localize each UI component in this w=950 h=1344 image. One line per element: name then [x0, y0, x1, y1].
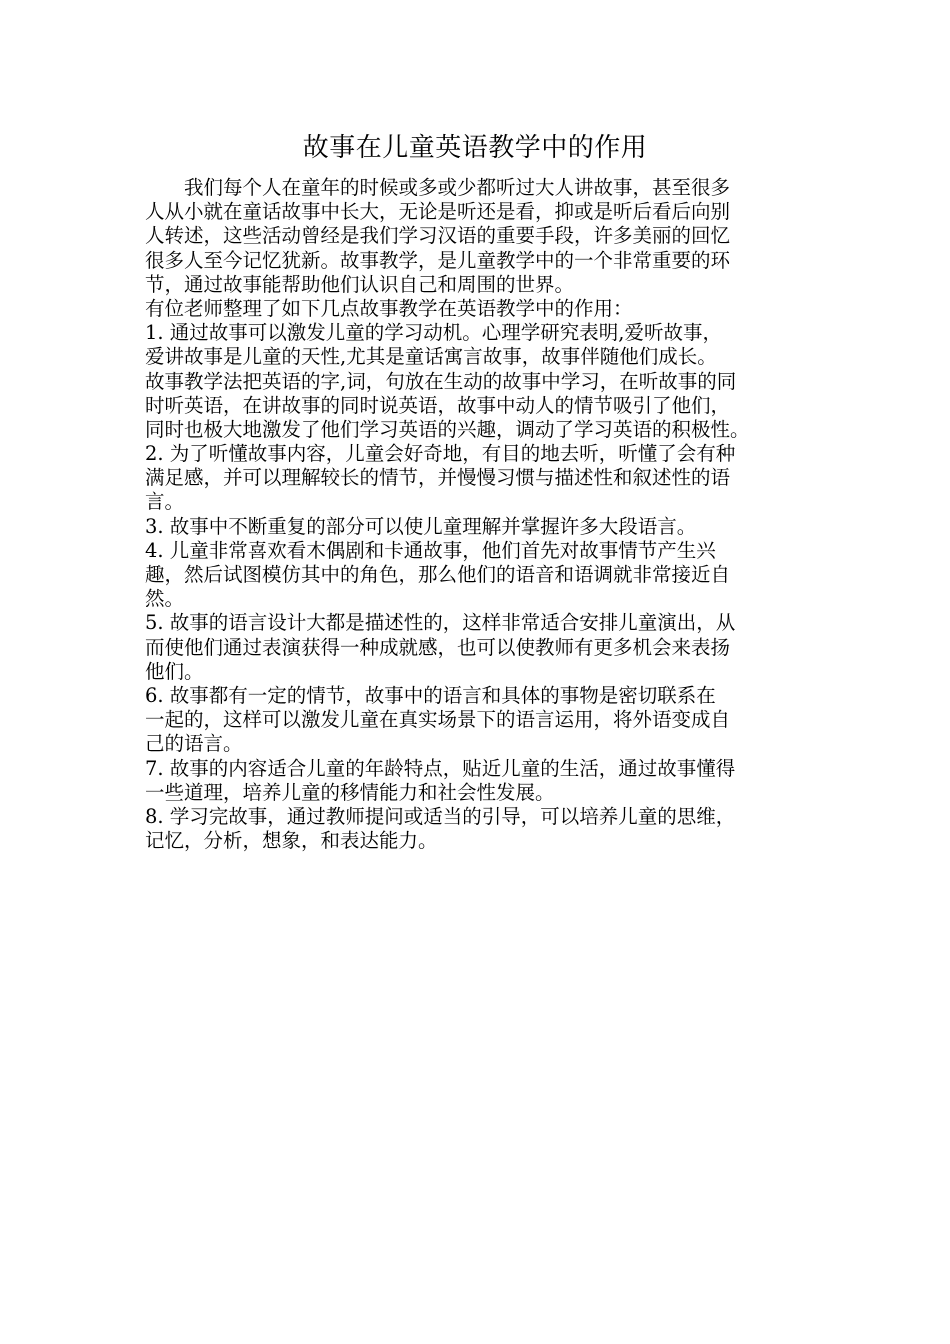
text-line: 7. 故事的内容适合儿童的年龄特点，贴近儿童的生活，通过故事懂得 [145, 756, 736, 780]
text-line: 很多人至今记忆犹新。故事教学，是儿童教学中的一个非常重要的环 [145, 248, 731, 272]
text-line: 时听英语，在讲故事的同时说英语，故事中动人的情节吸引了他们， [145, 393, 731, 417]
text-line: 6. 故事都有一定的情节，故事中的语言和具体的事物是密切联系在 [145, 683, 716, 707]
text-line: 记忆，分析，想象，和表达能力。 [145, 829, 438, 853]
text-line: 一些道理，培养儿童的移情能力和社会性发展。 [145, 780, 555, 804]
text-line: 爱讲故事是儿童的天性,尤其是童话寓言故事，故事伴随他们成长。 [145, 345, 717, 369]
text-line: 趣，然后试图模仿其中的角色，那么他们的语音和语调就非常接近自 [145, 563, 731, 586]
text-line: 然。 [145, 587, 185, 611]
text-line: 同时也极大地激发了他们学习英语的兴趣，调动了学习英语的积极性。 [145, 417, 750, 441]
document-title: 故事在儿童英语教学中的作用 [302, 133, 648, 163]
text-line: 言。 [145, 490, 185, 514]
text-line: 5. 故事的语言设计大都是描述性的，这样非常适合安排儿童演出，从 [145, 611, 736, 635]
text-line: 己的语言。 [145, 732, 243, 756]
text-line: 2. 为了听懂故事内容，儿童会好奇地，有目的地去听，听懂了会有种 [145, 442, 736, 466]
text-line: 满足感，并可以理解较长的情节，并慢慢习惯与描述性和叙述性的语 [145, 466, 731, 490]
text-line: 他们。 [145, 659, 204, 683]
text-line: 有位老师整理了如下几点故事教学在英语教学中的作用： [145, 296, 633, 320]
text-line: 人从小就在童话故事中长大，无论是听还是看，抑或是听后看后向别 [145, 200, 731, 224]
text-line: 人转述，这些活动曾经是我们学习汉语的重要手段，许多美丽的回忆 [145, 224, 731, 248]
document-body [145, 176, 825, 853]
text-line: 3. 故事中不断重复的部分可以使儿童理解并掌握许多大段语言。 [145, 514, 697, 538]
text-line: 而使他们通过表演获得一种成就感，也可以使教师有更多机会来表扬 [145, 635, 731, 659]
text-line: 我们每个人在童年的时候或多或少都听过大人讲故事，甚至很多 [145, 176, 731, 199]
text-line: 4. 儿童非常喜欢看木偶剧和卡通故事，他们首先对故事情节产生兴 [145, 538, 716, 562]
text-line: 8. 学习完故事，通过教师提问或适当的引导，可以培养儿童的思维， [145, 804, 736, 828]
text-line: 一起的，这样可以激发儿童在真实场景下的语言运用，将外语变成自 [145, 708, 731, 732]
text-line: 节，通过故事能帮助他们认识自己和周围的世界。 [145, 272, 575, 296]
text-line: 故事教学法把英语的字,词，句放在生动的故事中学习，在听故事的同 [145, 369, 737, 393]
text-line: 1. 通过故事可以激发儿童的学习动机。心理学研究表明,爱听故事， [145, 321, 723, 345]
